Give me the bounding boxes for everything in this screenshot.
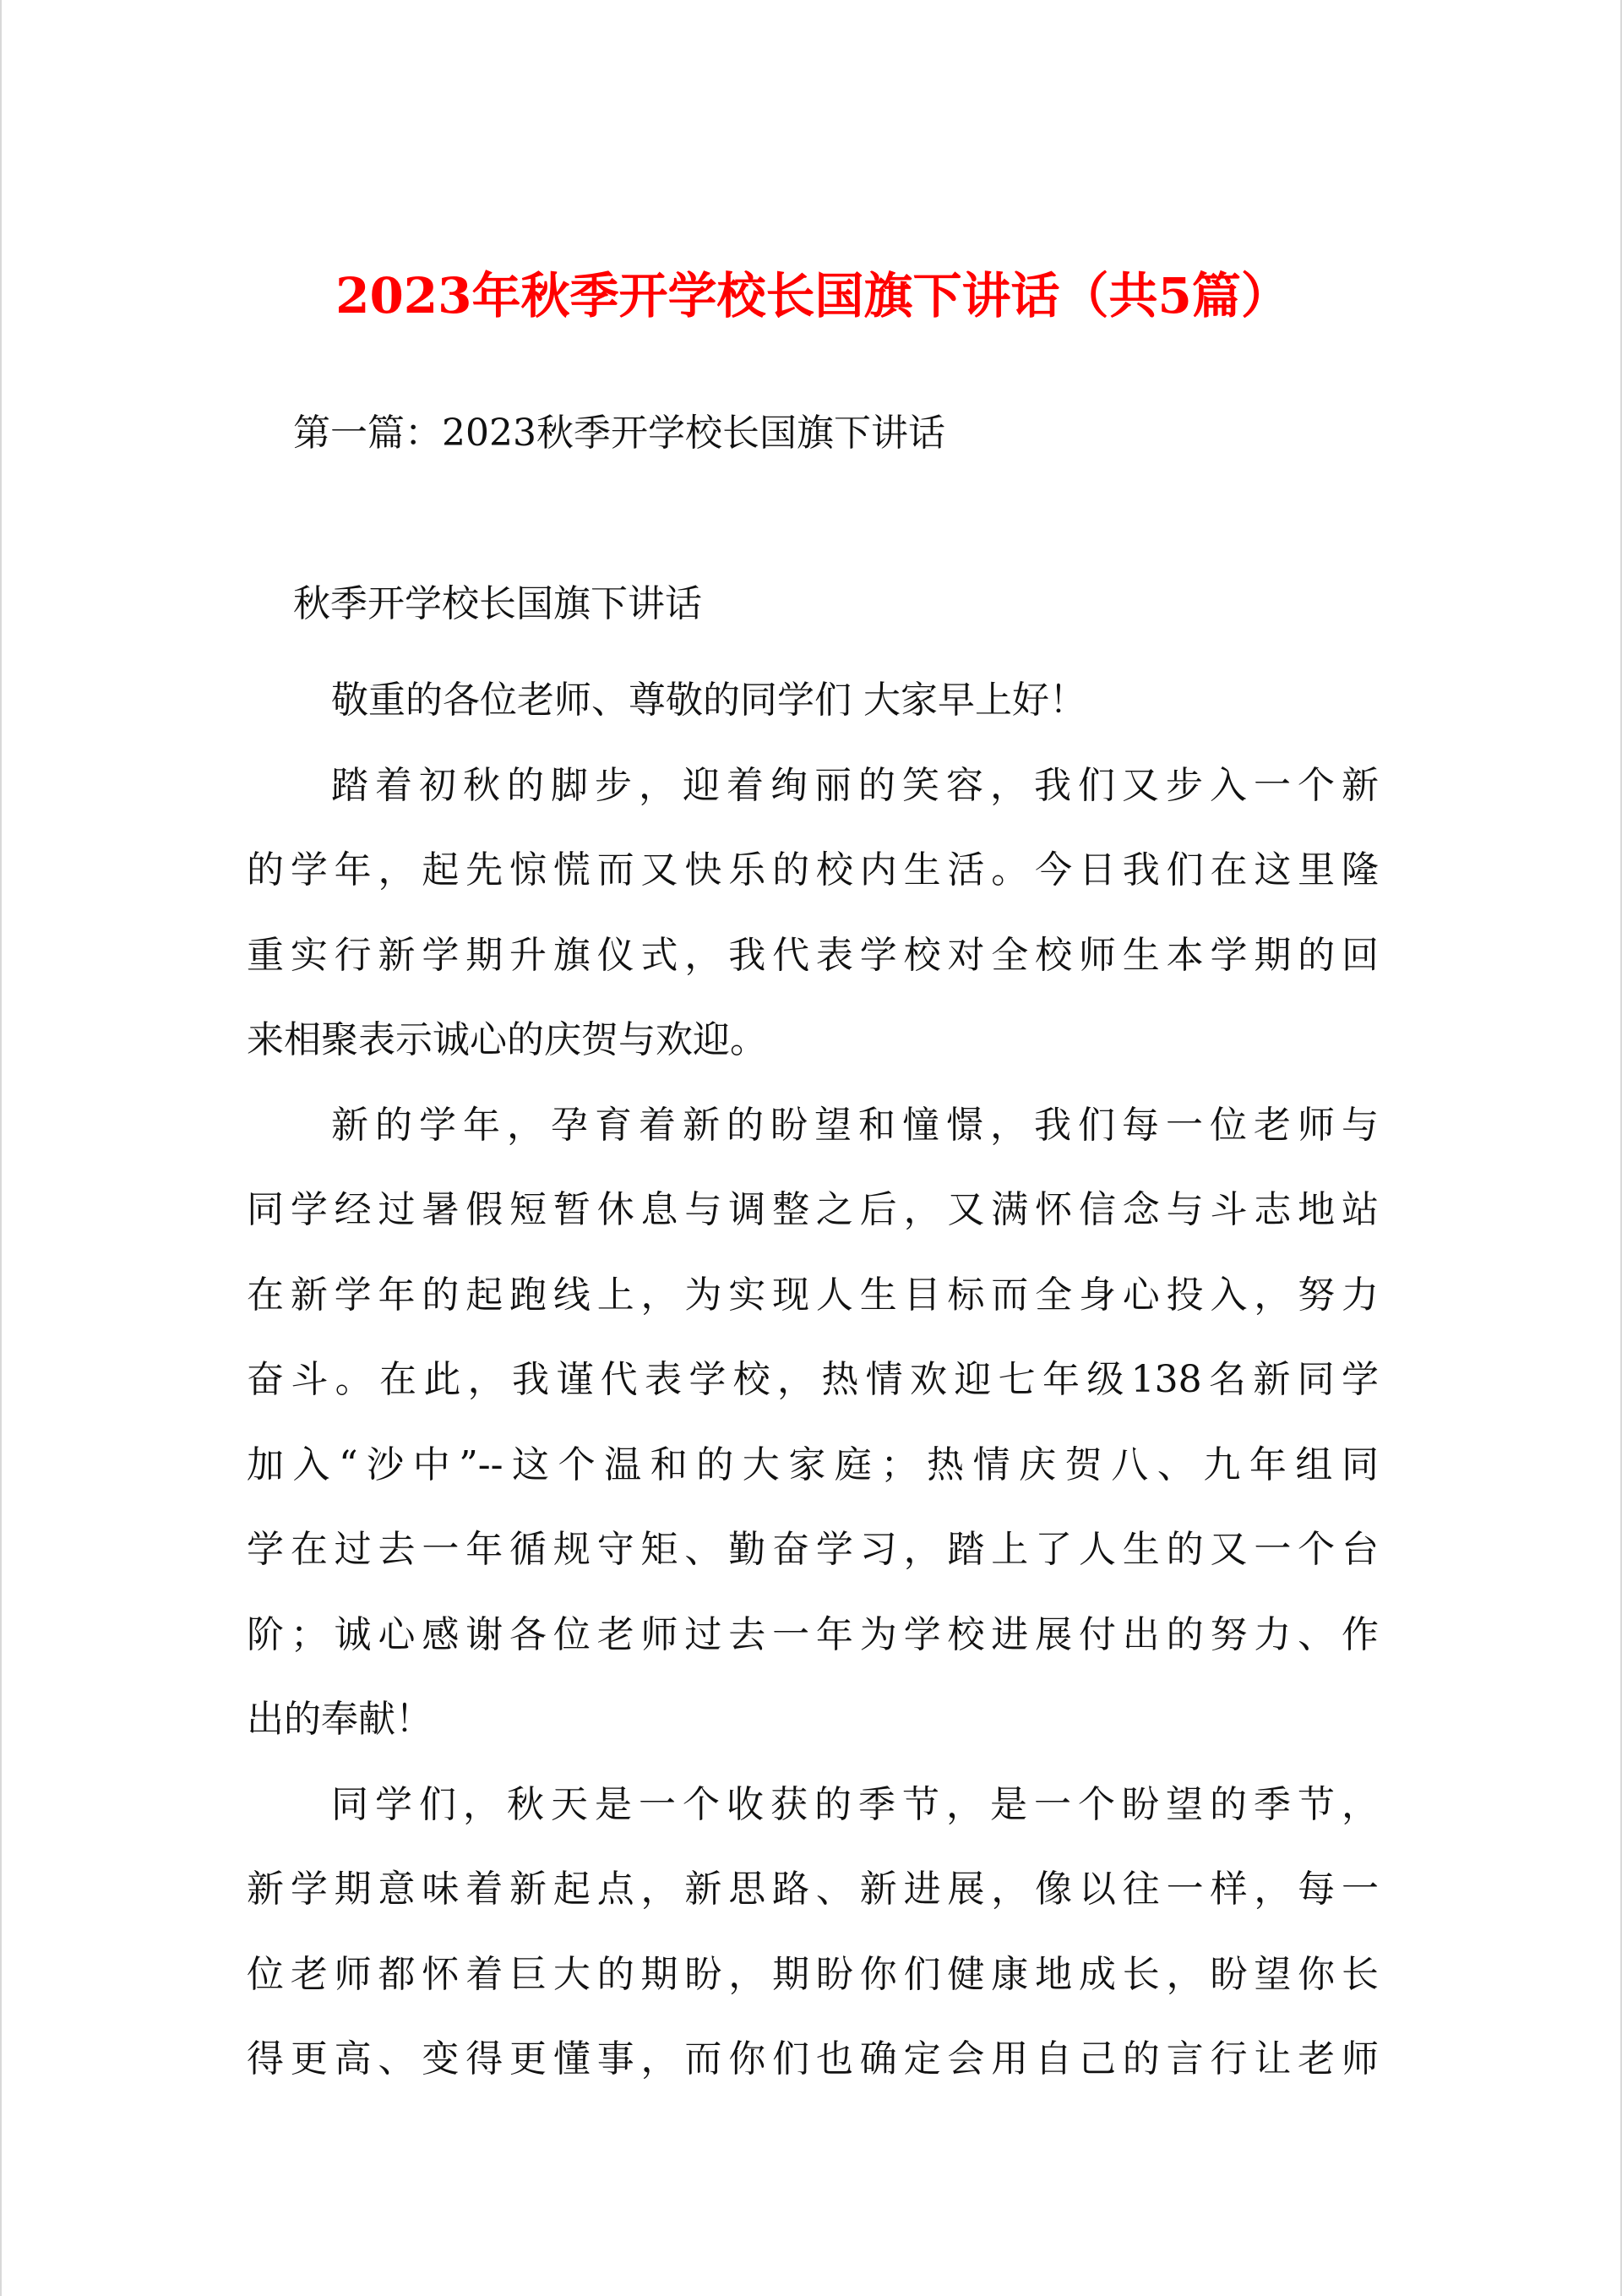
- text-line: 出的奉献！: [247, 1698, 433, 1741]
- text-line: 加入“沙中”--这个温和的大家庭；热情庆贺八、九年组同: [247, 1442, 1379, 1486]
- text-line: 得更高、变得更懂事，而你们也确定会用自己的言行让老师: [247, 2037, 1379, 2081]
- text-line: 的学年，起先惊慌而又快乐的校内生活。今日我们在这里隆: [247, 848, 1379, 892]
- text-line: 位老师都怀着巨大的期盼，期盼你们健康地成长，盼望你长: [247, 1952, 1379, 1996]
- text-line: 新学期意味着新起点，新思路、新进展，像以往一样，每一: [247, 1868, 1379, 1911]
- text-line: 阶；诚心感谢各位老师过去一年为学校进展付出的努力、作: [247, 1612, 1379, 1656]
- text-line: 新的学年，孕育着新的盼望和憧憬，我们每一位老师与: [331, 1103, 1379, 1147]
- text-line: 敬重的各位老师、尊敬的同学们 大家早上好！: [331, 679, 1086, 722]
- document-title: 2023年秋季开学校长国旗下讲话（共5篇）: [335, 267, 1290, 324]
- text-line: 奋斗。在此，我谨代表学校，热情欢迎七年级138名新同学: [247, 1358, 1379, 1401]
- section-title: 第一篇：2023秋季开学校长国旗下讲话: [293, 412, 945, 455]
- text-line: 踏着初秋的脚步，迎着绚丽的笑容，我们又步入一个新: [331, 763, 1379, 807]
- text-line: 学在过去一年循规守矩、勤奋学习，踏上了人生的又一个台: [247, 1528, 1379, 1571]
- text-line: 重实行新学期升旗仪式，我代表学校对全校师生本学期的回: [247, 933, 1379, 977]
- text-line: 同学们，秋天是一个收获的季节，是一个盼望的季节，: [331, 1782, 1379, 1826]
- speech-title: 秋季开学校长国旗下讲话: [293, 582, 702, 625]
- text-line: 来相聚表示诚心的庆贺与欢迎。: [247, 1018, 767, 1061]
- speech-body: [247, 658, 1379, 2102]
- text-line: 同学经过暑假短暂休息与调整之后，又满怀信念与斗志地站: [247, 1188, 1379, 1231]
- text-line: 在新学年的起跑线上，为实现人生目标而全身心投入，努力: [247, 1273, 1379, 1317]
